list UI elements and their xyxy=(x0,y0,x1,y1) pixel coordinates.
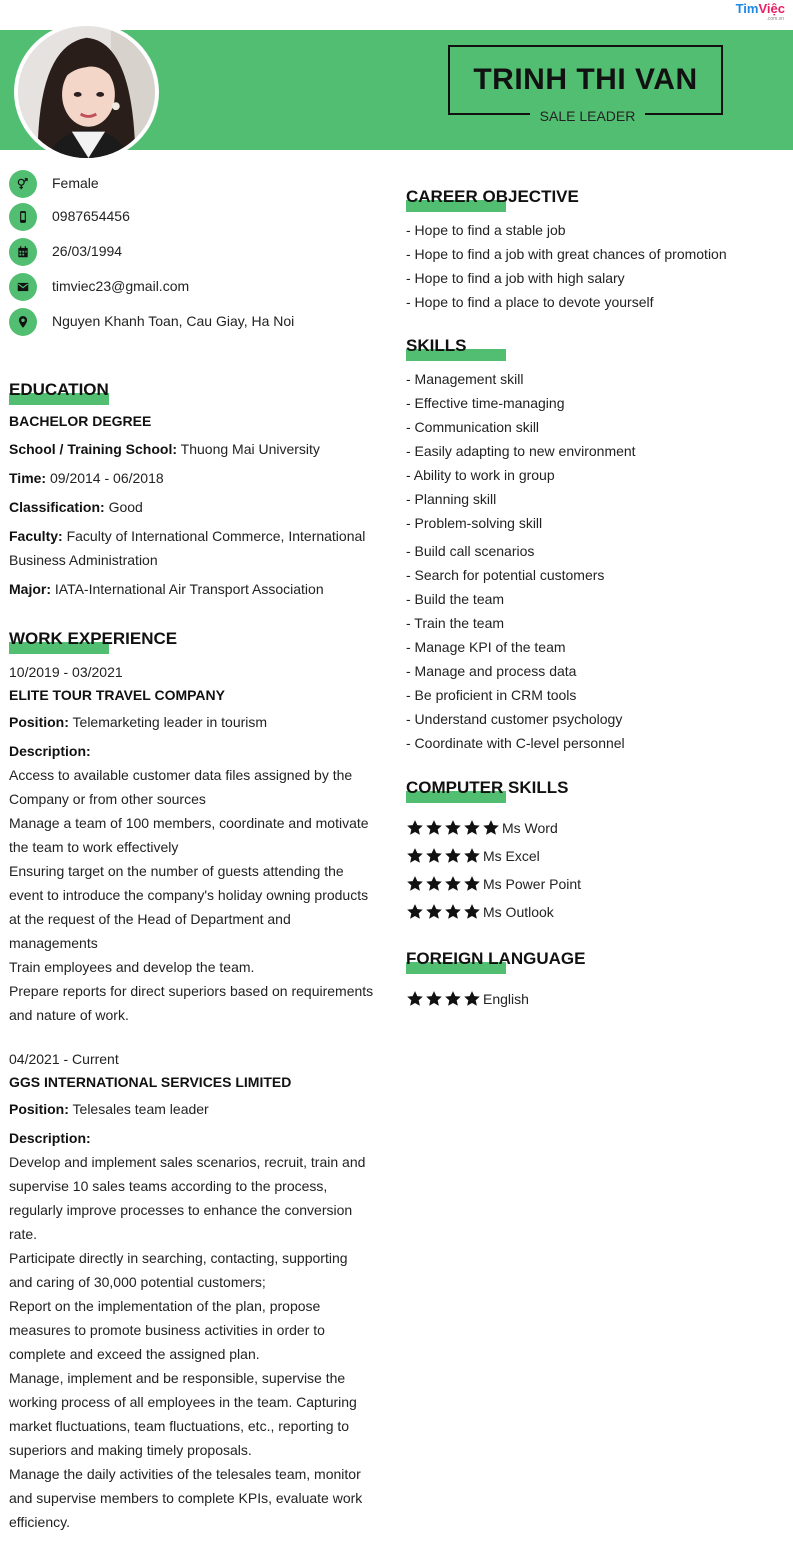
education-classification: Classification: Good xyxy=(9,499,143,515)
skills-list-1 xyxy=(406,367,786,535)
job1-period: 10/2019 - 03/2021 xyxy=(9,664,123,680)
career-item: - Hope to find a job with great chances of promotion xyxy=(406,246,727,262)
star-icon xyxy=(425,819,443,837)
star-icon xyxy=(463,819,481,837)
star-icon xyxy=(425,875,443,893)
computer-skill-row xyxy=(406,902,554,922)
rating-label: Ms Excel xyxy=(483,848,540,864)
career-list xyxy=(406,218,786,314)
description-line: working process of all employees in the team. Capturing xyxy=(9,1394,357,1410)
skill-item: - Search for potential customers xyxy=(406,567,605,583)
rating-stars xyxy=(406,847,481,865)
star-icon xyxy=(406,990,424,1008)
job2-company: GGS INTERNATIONAL SERVICES LIMITED xyxy=(9,1074,292,1090)
calendar-icon xyxy=(16,245,30,259)
skill-item: - Effective time-managing xyxy=(406,395,565,411)
description-line: Prepare reports for direct superiors based on requirements xyxy=(9,983,374,999)
description-line: measures to promote business activities in order to xyxy=(9,1322,325,1338)
name-box xyxy=(448,45,723,124)
skill-item: - Manage and process data xyxy=(406,663,577,679)
language-row xyxy=(406,989,529,1009)
star-icon xyxy=(406,875,424,893)
rating-stars xyxy=(406,819,500,837)
star-icon xyxy=(425,990,443,1008)
skill-item: - Build call scenarios xyxy=(406,543,535,559)
career-heading: CAREER OBJECTIVE xyxy=(406,187,579,207)
candidate-name: TRINH THI VAN xyxy=(473,63,698,96)
star-icon xyxy=(444,819,462,837)
email-icon xyxy=(16,280,30,294)
description-line: at the request of the Head of Department and xyxy=(9,911,291,927)
rating-label: Ms Word xyxy=(502,820,558,836)
skill-item: - Coordinate with C-level personnel xyxy=(406,735,625,751)
description-line: Company or from other sources xyxy=(9,791,206,807)
skill-item: - Communication skill xyxy=(406,419,540,435)
rating-stars xyxy=(406,875,481,893)
job1-description xyxy=(9,763,384,1027)
star-icon xyxy=(406,819,424,837)
location-icon xyxy=(16,315,30,329)
star-icon xyxy=(406,847,424,865)
description-line: market fluctuations, team fluctuations, etc., reporting to xyxy=(9,1418,350,1434)
job2-position: Position: Telesales team leader xyxy=(9,1101,209,1117)
description-line: and supervise members to complete KPIs, evaluate work xyxy=(9,1490,363,1506)
avatar-photo xyxy=(18,26,155,158)
gender-icon xyxy=(16,177,30,191)
description-line: Train employees and develop the team. xyxy=(9,959,255,975)
description-line: event to introduce the company's holiday owning products xyxy=(9,887,369,903)
description-line: managements xyxy=(9,935,98,951)
star-icon xyxy=(425,847,443,865)
job1-company: ELITE TOUR TRAVEL COMPANY xyxy=(9,687,225,703)
career-item: - Hope to find a stable job xyxy=(406,222,566,238)
description-line: Participate directly in searching, contacting, supporting xyxy=(9,1250,348,1266)
rating-stars xyxy=(406,903,481,921)
job2-period: 04/2021 - Current xyxy=(9,1051,119,1067)
job1-desc-label: Description: xyxy=(9,743,91,759)
contact-gender: Female xyxy=(9,170,379,198)
avatar xyxy=(14,22,159,162)
star-icon xyxy=(463,847,481,865)
job1-position: Position: Telemarketing leader in tourism xyxy=(9,714,268,730)
job2-desc-label: Description: xyxy=(9,1130,91,1146)
job2-description xyxy=(9,1150,384,1534)
star-icon xyxy=(444,847,462,865)
description-line: Manage the daily activities of the telesales team, monitor xyxy=(9,1466,361,1482)
education-degree: BACHELOR DEGREE xyxy=(9,413,152,429)
rating-stars xyxy=(406,990,481,1008)
job-title: SALE LEADER xyxy=(530,106,645,126)
computer-skills-heading: COMPUTER SKILLS xyxy=(406,778,568,798)
language-heading: FOREIGN LANGUAGE xyxy=(406,949,585,969)
computer-skill-row xyxy=(406,846,540,866)
skill-item: - Easily adapting to new environment xyxy=(406,443,636,459)
skill-item: - Problem-solving skill xyxy=(406,515,543,531)
description-line: superiors and making timely proposals. xyxy=(9,1442,252,1458)
education-school: School / Training School: Thuong Mai University xyxy=(9,441,320,457)
description-line: Access to available customer data files assigned by the xyxy=(9,767,353,783)
star-icon xyxy=(425,903,443,921)
skills-heading: SKILLS xyxy=(406,336,466,356)
education-time: Time: 09/2014 - 06/2018 xyxy=(9,470,164,486)
description-line: and nature of work. xyxy=(9,1007,129,1023)
contact-address: Nguyen Khanh Toan, Cau Giay, Ha Noi xyxy=(9,308,379,336)
description-line: supervise 10 sales teams according to the process, xyxy=(9,1178,328,1194)
contact-birthday: 26/03/1994 xyxy=(9,238,379,266)
career-item: - Hope to find a place to devote yourself xyxy=(406,294,654,310)
star-icon xyxy=(482,819,500,837)
description-line: Manage, implement and be responsible, supervise the xyxy=(9,1370,346,1386)
description-line: complete and exceed the assigned plan. xyxy=(9,1346,260,1362)
star-icon xyxy=(463,875,481,893)
skill-item: - Manage KPI of the team xyxy=(406,639,566,655)
description-line: the team to work effectively xyxy=(9,839,179,855)
skill-item: - Understand customer psychology xyxy=(406,711,623,727)
star-icon xyxy=(463,990,481,1008)
description-line: rate. xyxy=(9,1226,38,1242)
career-item: - Hope to find a job with high salary xyxy=(406,270,625,286)
rating-label: Ms Power Point xyxy=(483,876,582,892)
skill-item: - Build the team xyxy=(406,591,505,607)
description-line: Develop and implement sales scenarios, recruit, train and xyxy=(9,1154,366,1170)
education-heading: EDUCATION xyxy=(9,380,109,400)
description-line: Ensuring target on the number of guests attending the xyxy=(9,863,344,879)
star-icon xyxy=(463,903,481,921)
timviec-logo: TimViệc xyxy=(735,1,785,16)
work-heading: WORK EXPERIENCE xyxy=(9,629,177,649)
skill-item: - Train the team xyxy=(406,615,505,631)
education-faculty: Faculty: Faculty of International Commerce, International Business Administration xyxy=(9,528,366,568)
description-line: regularly improve processes to enhance the conversion xyxy=(9,1202,353,1218)
description-line: efficiency. xyxy=(9,1514,70,1530)
skill-item: - Ability to work in group xyxy=(406,467,555,483)
computer-skill-row xyxy=(406,874,581,894)
skill-item: - Be proficient in CRM tools xyxy=(406,687,577,703)
skill-item: - Management skill xyxy=(406,371,524,387)
description-line: Report on the implementation of the plan, propose xyxy=(9,1298,321,1314)
contact-email: timviec23@gmail.com xyxy=(9,273,379,301)
star-icon xyxy=(444,875,462,893)
star-icon xyxy=(444,903,462,921)
contact-phone: 0987654456 xyxy=(9,203,379,231)
star-icon xyxy=(444,990,462,1008)
education-major: Major: IATA-International Air Transport Association xyxy=(9,581,324,597)
skills-list-2 xyxy=(406,539,786,755)
rating-label: Ms Outlook xyxy=(483,904,554,920)
description-line: and caring of 30,000 potential customers; xyxy=(9,1274,266,1290)
star-icon xyxy=(406,903,424,921)
logo-domain: .com.vn xyxy=(766,16,784,22)
description-line: Manage a team of 100 members, coordinate and motivate xyxy=(9,815,369,831)
phone-icon xyxy=(16,210,30,224)
computer-skill-row xyxy=(406,818,558,838)
skill-item: - Planning skill xyxy=(406,491,497,507)
rating-label: English xyxy=(483,991,529,1007)
